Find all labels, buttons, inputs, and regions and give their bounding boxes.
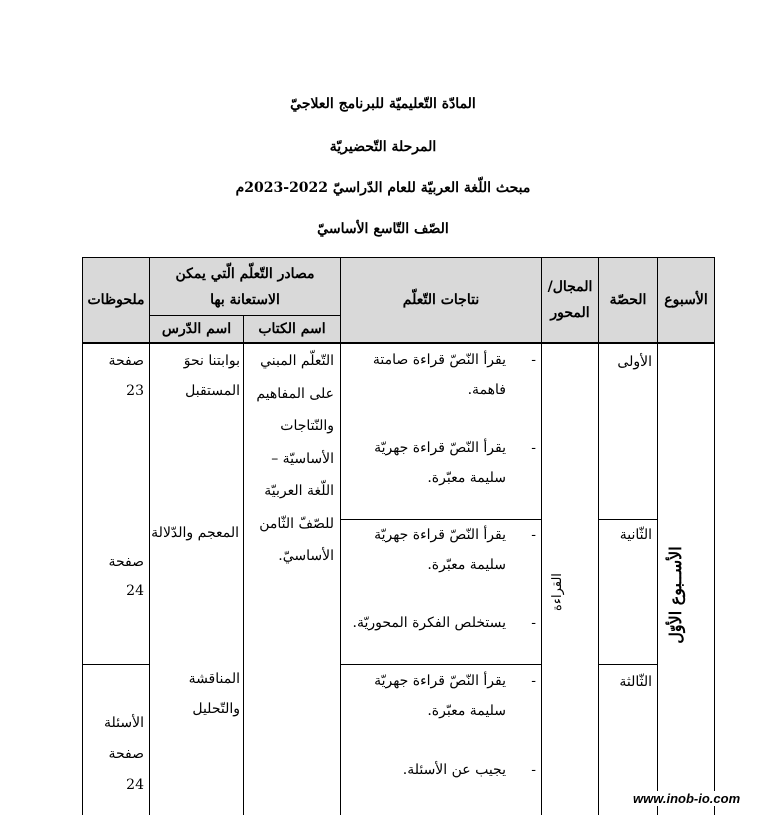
grid-line [243,343,244,815]
outcome-item: - يقرأ النّصّ قراءة جهريّة سليمة معبّرة. [374,440,536,486]
header-notes: ملحوظات [82,257,150,343]
title-subject-year: مبحث اللّغة العربيّة للعام الدّراسيّ 2022-2023م [235,180,531,196]
header-domain: المجال/ المحور [541,257,599,343]
session-1: الأولى [617,354,652,370]
grid-line [82,343,715,344]
header-week: الأسبوع [657,257,715,343]
grid-line [598,664,657,665]
header-outcomes: نتاجات التّعلّم [340,257,542,343]
header-session: الحصّة [598,257,658,343]
lesson-name: المناقشة والتّحليل [188,671,240,717]
header-sources: مصادر التّعلّم الّتي يمكن الاستعانة بها [149,257,341,316]
outcome-item: - يجيب عن الأسئلة. [402,762,536,778]
grid-line [657,343,658,815]
title-grade: الصّف التّاسع الأساسيّ [317,221,449,237]
grid-line [340,664,542,665]
outcome-item: - يستخلص الفكرة المحوريّة. [352,615,536,631]
grid-line [714,343,715,815]
grid-line [598,343,599,815]
book-name: التّعلّم المبني على المفاهيم والنّتاجات الأساسيّة – اللّغة العربيّة للصّفّ الثّامن الأساسيّ. [256,353,334,564]
watermark: www.inob-io.com [630,791,743,806]
lesson-name: المعجم والدّلالة [151,525,239,541]
header-book-name: اسم الكتاب [243,315,341,343]
header-lesson-name: اسم الدّرس [149,315,244,343]
note-cell: صفحة 23 [108,353,144,399]
outcome-item: - يقرأ النّصّ قراءة جهريّة سليمة معبّرة. [374,673,536,719]
grid-line [149,343,150,815]
session-3: الثّالثة [619,674,652,690]
note-cell: الأسئلة صفحة 24 [104,715,144,793]
grid-line [82,664,150,665]
outcome-item: - يقرأ النّصّ قراءة جهريّة سليمة معبّرة. [374,527,536,573]
lesson-name: بوابتنا نحوَ المستقبل [183,353,240,399]
domain-label: القراءة [550,573,565,611]
title-material: المادّة التّعليميّة للبرنامج العلاجيّ [290,96,476,112]
grid-line [82,343,83,815]
grid-line [541,343,542,815]
week-label: الأســبوع الأوّل [666,546,685,644]
session-2: الثّانية [619,527,652,543]
title-stage: المرحلة التّحضيريّة [329,139,437,155]
outcome-item: - يقرأ النّصّ قراءة صامتة فاهمة. [372,352,536,398]
note-cell: صفحة 24 [108,554,144,599]
